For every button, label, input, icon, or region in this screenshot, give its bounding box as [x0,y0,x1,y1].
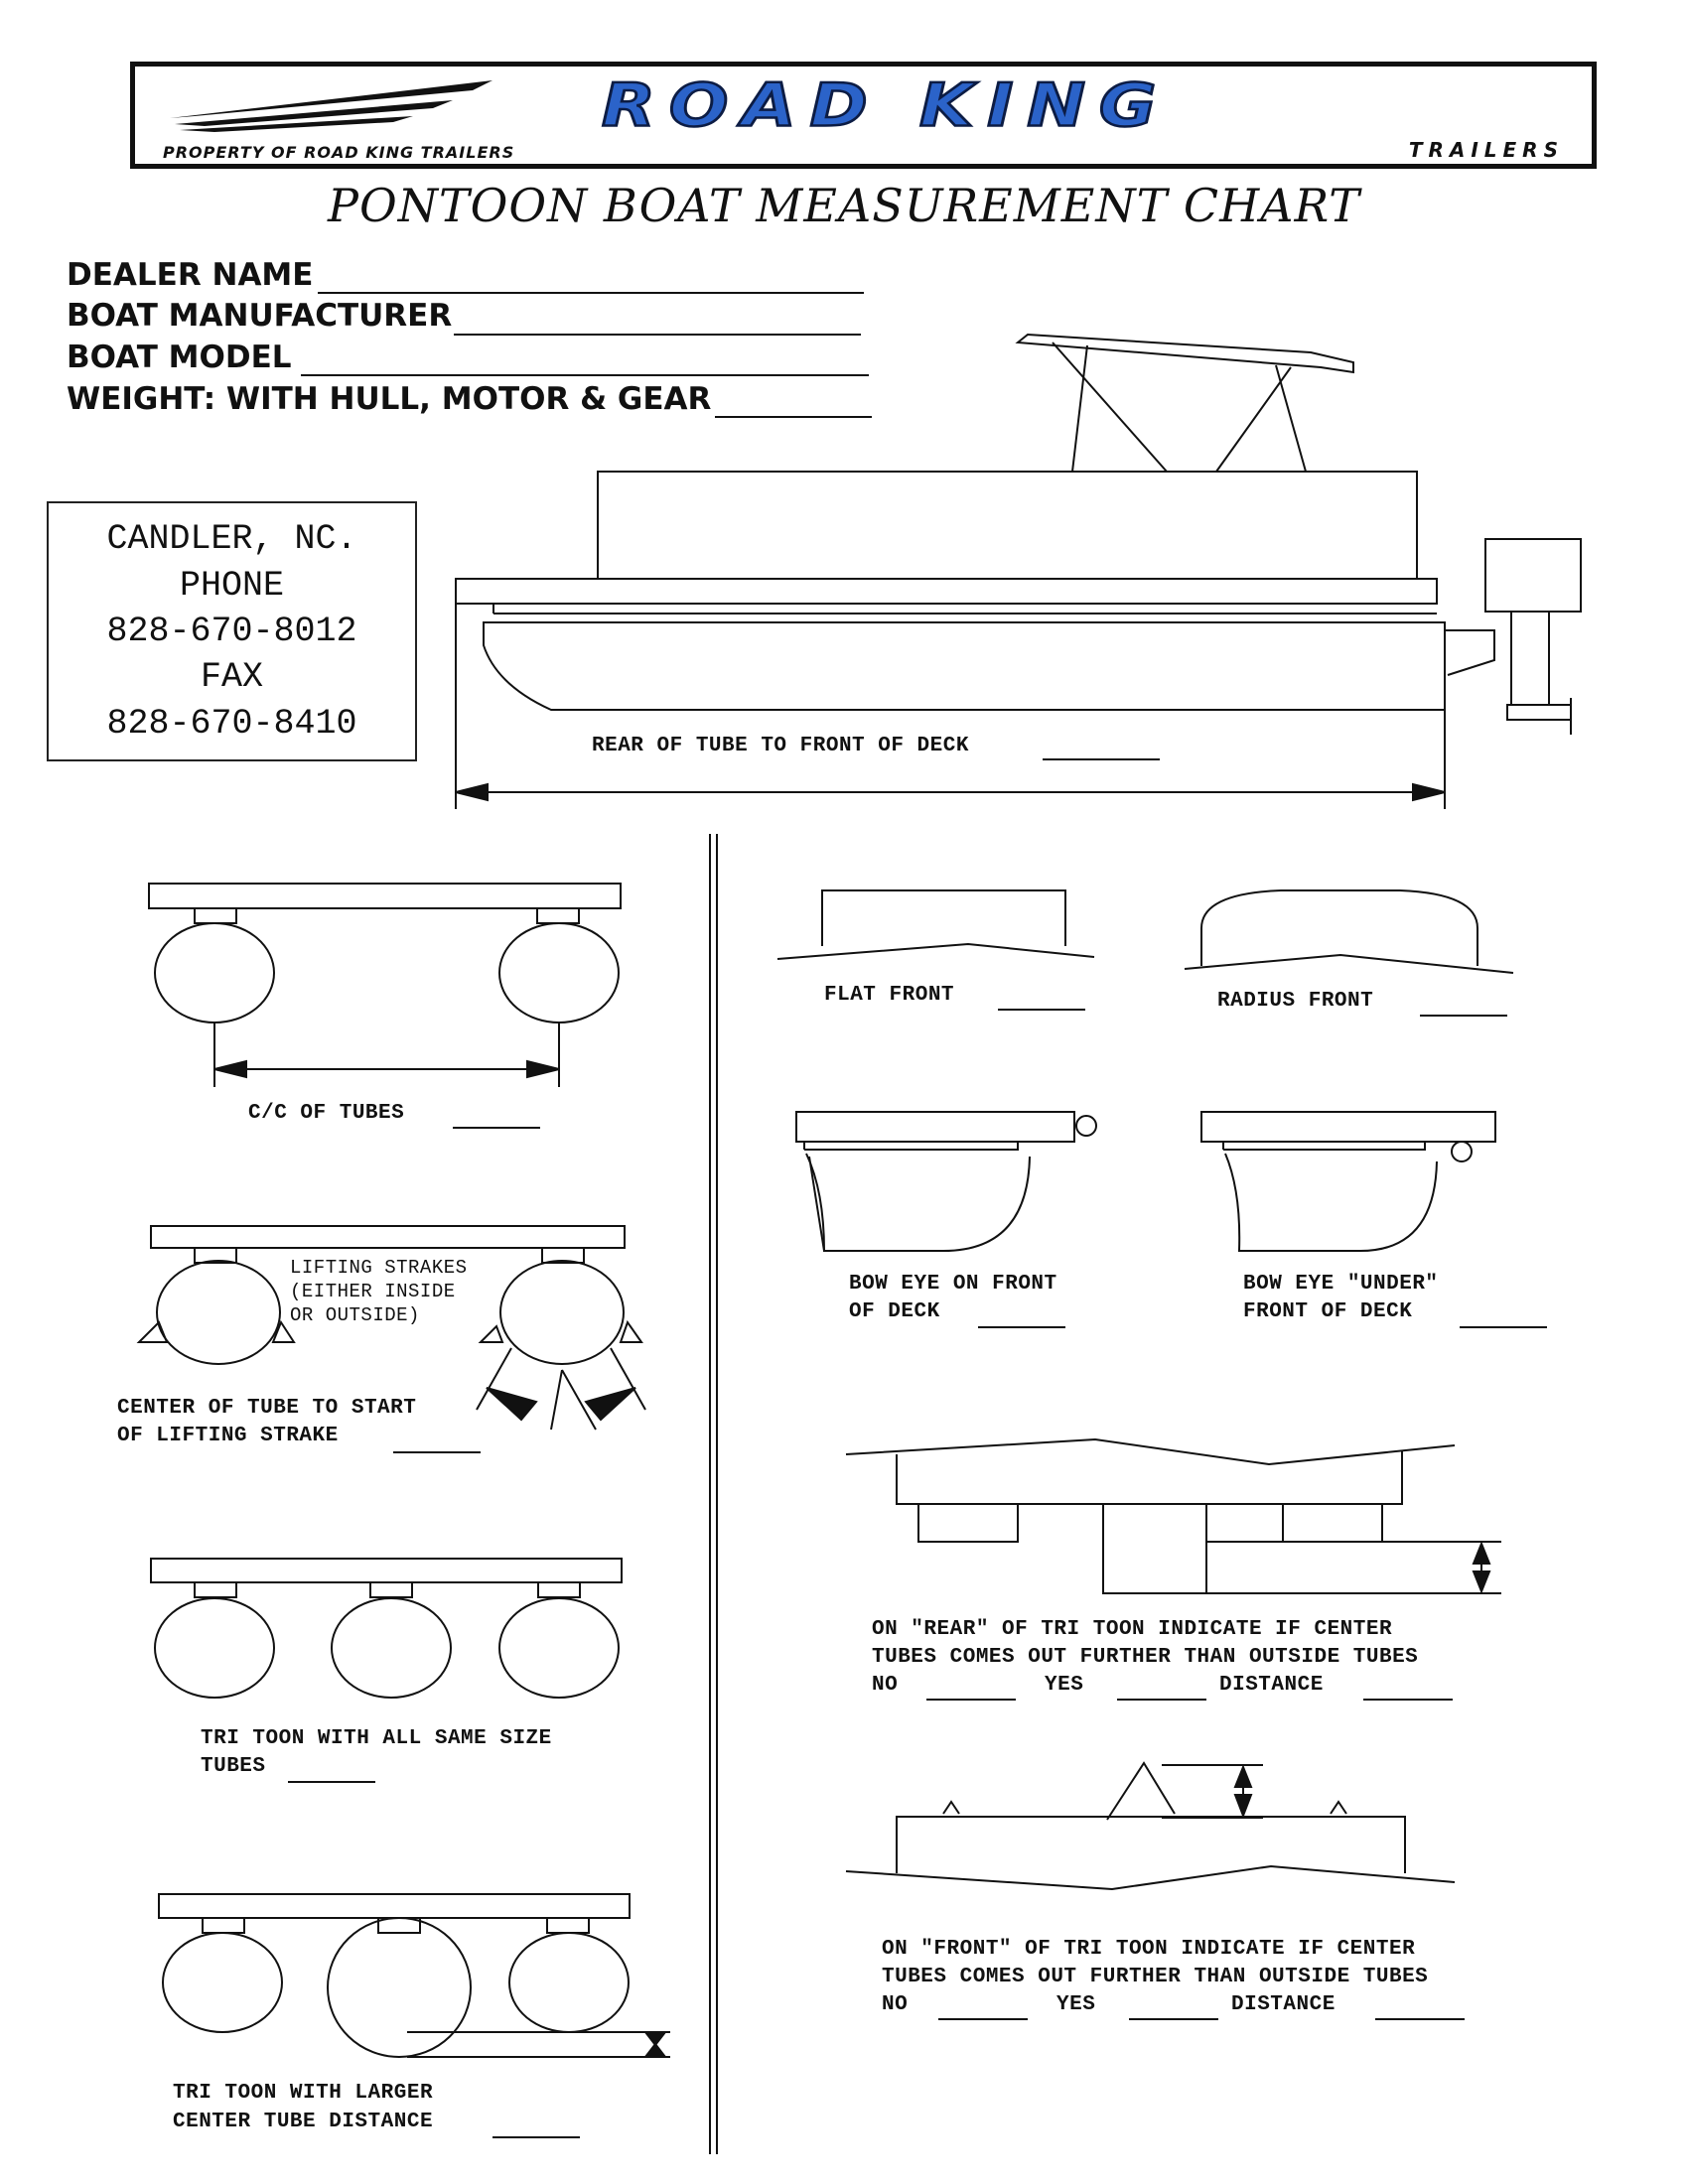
lifting-note-line2: (EITHER INSIDE [290,1281,456,1302]
flat-front-label: FLAT FRONT [824,984,955,1007]
bow-eye-front-field[interactable] [978,1326,1065,1328]
bow-eye-front-line1: BOW EYE ON FRONT [849,1273,1057,1296]
bow-eye-front-line2: OF DECK [849,1300,940,1323]
flat-front-field[interactable] [998,1009,1085,1011]
bow-eye-under-line1: BOW EYE "UNDER" [1243,1273,1439,1296]
tritoon-larger-field[interactable] [492,2136,580,2138]
front-distance-field[interactable] [1375,2018,1465,2020]
cc-tubes-label: C/C OF TUBES [248,1102,405,1125]
flat-front-diagram [777,890,1094,959]
front-distance-label: DISTANCE [1231,1993,1336,2016]
rear-distance-label: DISTANCE [1219,1674,1324,1697]
bow-eye-under-field[interactable] [1460,1326,1547,1328]
radius-front-diagram [1185,890,1513,973]
strake-label-line1: CENTER OF TUBE TO START [117,1397,417,1420]
front-no-field[interactable] [938,2018,1028,2020]
bow-eye-under-line2: FRONT OF DECK [1243,1300,1413,1323]
rear-no-field[interactable] [926,1699,1016,1701]
phone-label: PHONE [179,566,285,606]
tritoon-same-size-diagram [151,1559,622,1698]
front-yes-label: YES [1056,1993,1096,2016]
tritoon-same-line1: TRI TOON WITH ALL SAME SIZE [201,1727,552,1750]
rear-tritoon-line2: TUBES COMES OUT FURTHER THAN OUTSIDE TUBES [872,1646,1419,1669]
rear-distance-field[interactable] [1363,1699,1453,1701]
rear-to-front-field[interactable] [1043,758,1160,760]
strake-label-line2: OF LIFTING STRAKE [117,1425,339,1447]
tritoon-same-field[interactable] [288,1781,375,1783]
front-yes-field[interactable] [1129,2018,1218,2020]
cc-tubes-field[interactable] [453,1127,540,1129]
lifting-note-line1: LIFTING STRAKES [290,1257,468,1279]
rear-tritoon-line1: ON "REAR" OF TRI TOON INDICATE IF CENTER [872,1618,1393,1641]
rear-tritoon-diagram [846,1439,1501,1593]
rear-no-label: NO [872,1674,899,1697]
cc-tubes-diagram [149,884,621,1087]
radius-front-field[interactable] [1420,1015,1507,1017]
front-no-label: NO [882,1993,909,2016]
tritoon-larger-center-diagram [159,1894,670,2057]
lifting-note-line3: OR OUTSIDE) [290,1304,420,1326]
dealer-name-label: DEALER NAME [67,257,314,293]
front-tritoon-diagram [846,1763,1455,1889]
tritoon-larger-line1: TRI TOON WITH LARGER [173,2082,434,2105]
fax-number: 828-670-8410 [106,704,357,744]
fax-label: FAX [200,657,263,697]
front-tritoon-line1: ON "FRONT" OF TRI TOON INDICATE IF CENTER [882,1938,1416,1961]
weight-label: WEIGHT: WITH HULL, MOTOR & GEAR [67,381,712,417]
rear-yes-label: YES [1045,1674,1084,1697]
side-view-label: REAR OF TUBE TO FRONT OF DECK [592,735,969,757]
page-title: PONTOON BOAT MEASUREMENT CHART [328,179,1360,232]
tagline-right: TRAILERS [1408,138,1564,162]
strake-distance-field[interactable] [393,1451,481,1453]
bow-eye-under-diagram [1201,1112,1495,1251]
location-text: CANDLER, NC. [106,519,357,559]
tritoon-same-line2: TUBES [201,1755,266,1778]
tritoon-larger-line2: CENTER TUBE DISTANCE [173,2111,434,2133]
front-tritoon-line2: TUBES COMES OUT FURTHER THAN OUTSIDE TUBES [882,1966,1429,1988]
tagline-left: PROPERTY OF ROAD KING TRAILERS [163,143,515,162]
phone-number: 828-670-8012 [106,612,357,651]
boat-model-label: BOAT MODEL [67,340,292,375]
boat-manufacturer-label: BOAT MANUFACTURER [67,298,453,334]
bow-eye-front-diagram [796,1112,1096,1251]
radius-front-label: RADIUS FRONT [1217,990,1374,1013]
logo-text: ROAD KING [602,70,1171,140]
rear-yes-field[interactable] [1117,1699,1206,1701]
